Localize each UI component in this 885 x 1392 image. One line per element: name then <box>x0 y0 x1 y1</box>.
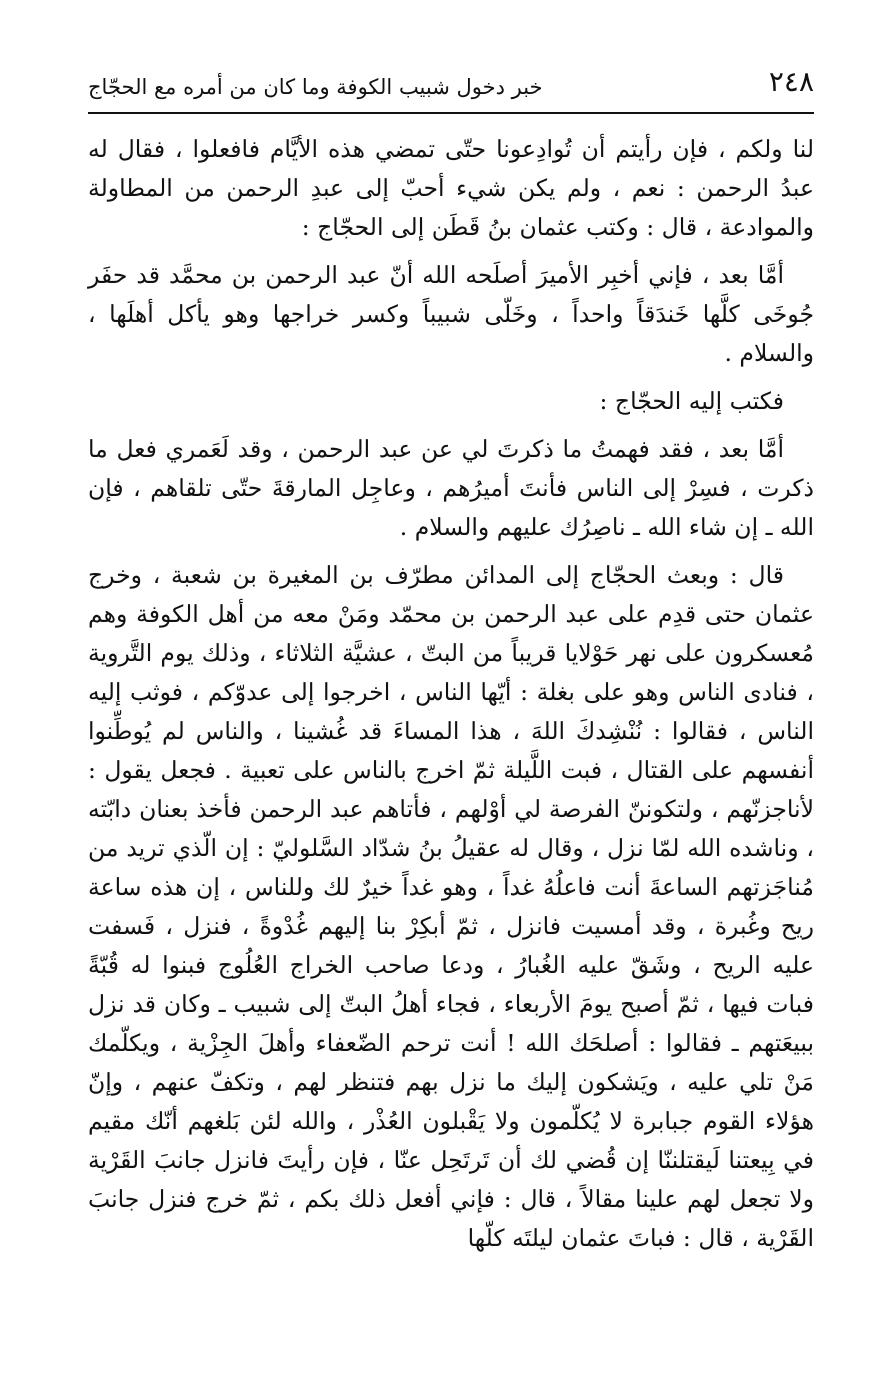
paragraph: أمَّا بعد ، فإني أخبِر الأميرَ أصلَحه الله أنّ عبد الرحمن بن محمَّد قد حفَر جُوخَى كلَّها خَندَقاً واحداً ، وخَلّى شبيباً وكسر خراجها وهو يأكل أهلَها ، والسلام . <box>88 261 814 367</box>
paragraph: لنا ولكم ، فإن رأيتم أن تُوادِعونا حتّى تمضي هذه الأيَّام فافعلوا ، فقال له عبدُ الرحمن : نعم ، ولم يكن شيء أحبّ إلى عبدِ الرحمن من المطاولة والموادعة ، قال : وكتب عثمان بنُ قَطَن إلى الحجّاج : <box>88 135 814 241</box>
running-title: خبر دخول شبيب الكوفة وما كان من أمره مع الحجّاج <box>88 75 543 99</box>
paragraph: قال : وبعث الحجّاج إلى المدائن مطرّف بن المغيرة بن شعبة ، وخرج عثمان حتى قدِم على عبد الرحمن بن محمّد ومَنْ معه من أهل الكوفة وهم مُعسكرون على نهر حَوْلايا قريباً من البتّ ، عشيَّة الثلاثاء ، وذلك يوم التَّروية ، فنادى الناس وهو على بغلة : أيّها الناس ، اخرجوا إلى عدوّكم ، فوثب إليه الناس ، فقالوا : نُنْشِدكَ اللهَ ، هذا المساءَ قد غُشينا ، والناس لم يُوطِّنوا أنفسهم على القتال ، فبت اللَّيلة ثمّ اخرج بالناس على تعبية . فجعل يقول : لأناجزنّهم ، ولتكوننّ الفرصة لي أوْلهم ، فأتاهم عبد الرحمن فأخذ بعنان دابّته ، وناشده الله لمّا نزل ، وقال له عقيلُ بنُ شدّاد السَّلوليّ : إن الّذي تريد من مُناجَزتهم الساعةَ أنت فاعلُهُ غداً ، وهو غداً خيرٌ لك وللناس ، إن هذه ساعة ريح وغُبرة ، وقد أمسيت فانزل ، ثمّ أبكِرْ بنا إليهم غُدْوةً ، فنزل ، فَسفت عليه الريح ، وشَقّ عليه الغُبارُ ، ودعا صاحب الخراج العُلُوج فبنوا له قُبّةً فبات فيها ، ثمّ أصبح يومَ الأربعاء ، فجاء أهلُ البتّ إلى شبيب ـ وكان قد نزل ببيعَتهم ـ فقالوا : أصلحَك الله ! أنت ترحم الضّعفاء وأهلَ الجِزْية ، ويكلّمك مَنْ تلي عليه ، ويَشكون إليك ما نزل بهم فتنظر لهم ، وتكفّ عنهم ، وإنّ هؤلاء القوم جبابرة لا يُكلّمون ولا يَقْبلون العُذْر ، والله لئن بَلغهم أنّك مقيم في بِيعتنا لَيقتلننّا إن قُضي لك أن تَرتَحِل عنّا ، فإن رأيتَ فانزل جانبَ القَرْية ولا تجعل لهم علينا مقالاً ، قال : فإني أفعل ذلك بكم ، ثمّ خرج فنزل جانبَ القَرْية ، قال : فباتَ عثمان ليلتَه كلّها <box>88 561 814 1252</box>
body-text <box>88 130 814 1267</box>
header-rule <box>88 112 814 114</box>
paragraph: فكتب إليه الحجّاج : <box>599 387 784 415</box>
paragraph: أمَّا بعد ، فقد فهمتُ ما ذكرتَ لي عن عبد الرحمن ، وقد لَعَمري فعل ما ذكرت ، فسِرْ إلى الناس فأنتَ أميرُهم ، وعاجِل المارقةَ حتّى تلقاهم ، فإن الله ـ إن شاء الله ـ ناصِرُك عليهم والسلام . <box>88 435 814 541</box>
page-number: ٢٤٨ <box>768 65 814 98</box>
page-header <box>88 60 814 112</box>
